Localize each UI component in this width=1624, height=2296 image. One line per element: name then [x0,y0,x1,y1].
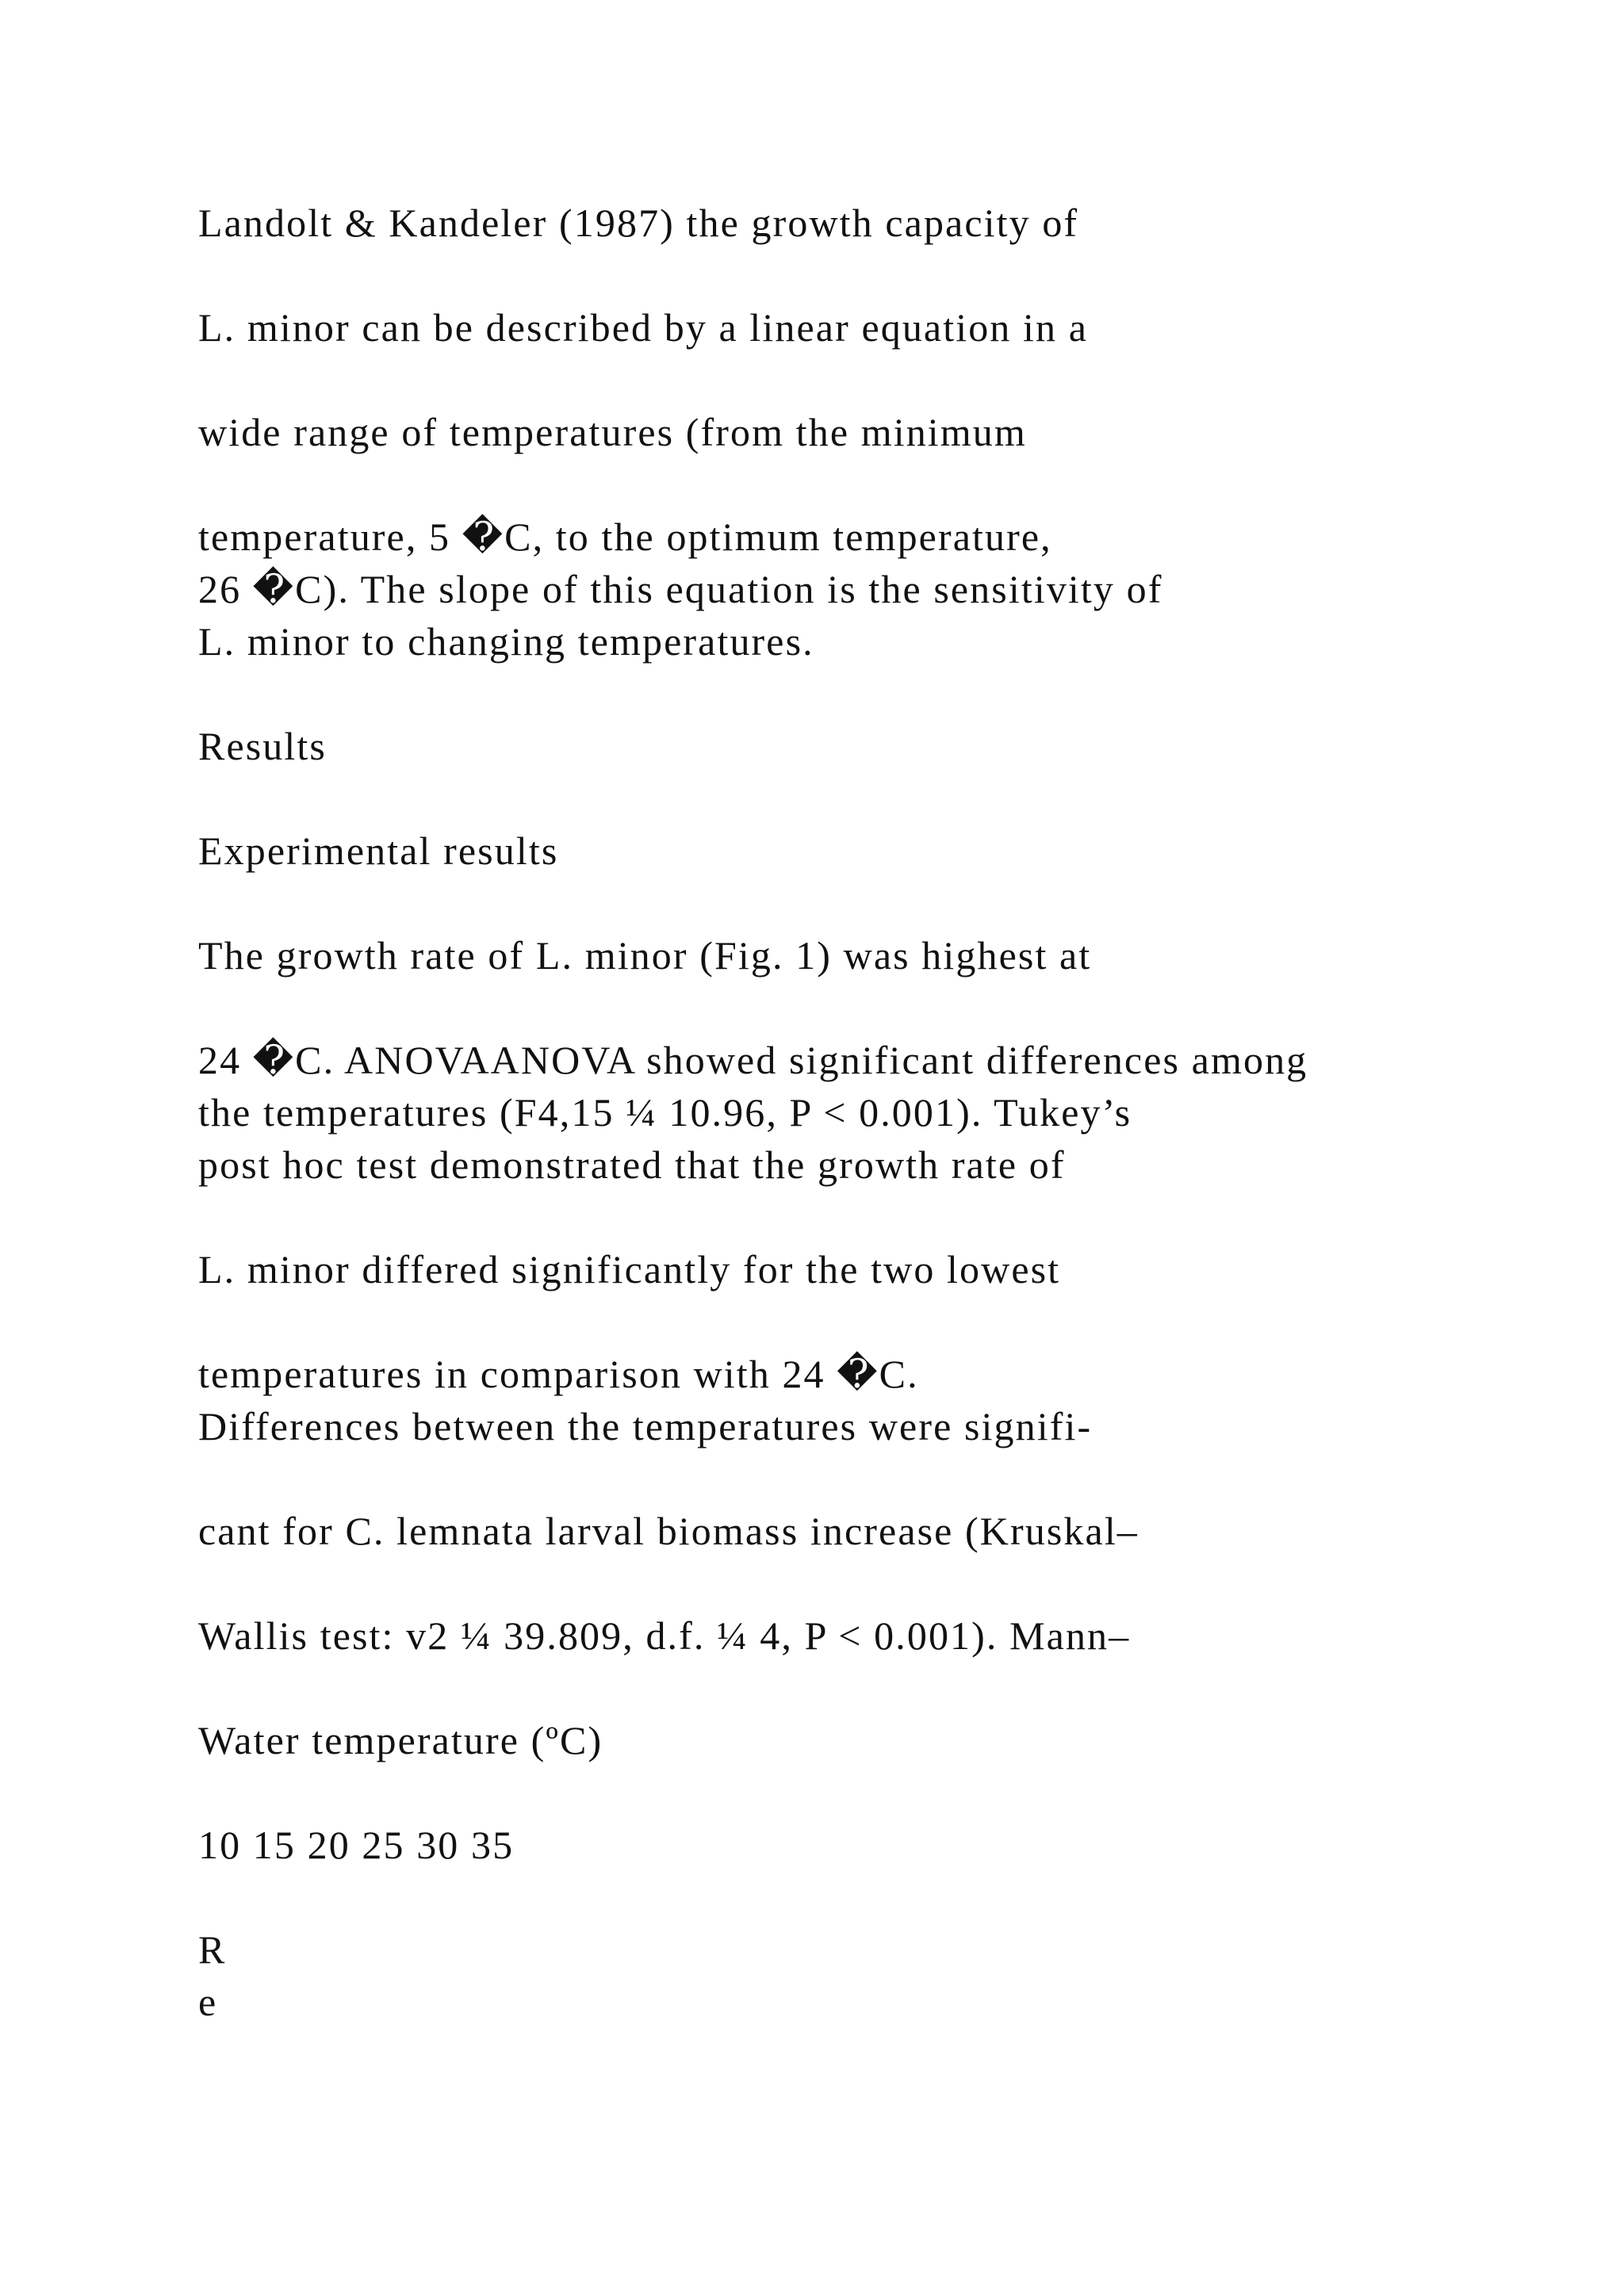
figure-fragment-e: e [198,1980,218,2024]
figure-fragment-r: R [198,1927,227,1972]
figure-axis-ticks: 10 15 20 25 30 35 [198,1823,515,1867]
text-line-results-4: post hoc test demonstrated that the growth rate of [198,1142,1066,1187]
text-line-intro-2: L. minor can be described by a linear equation in a [198,305,1088,350]
text-line-results-8: cant for C. lemnata larval biomass increase (Kruskal– [198,1509,1139,1553]
text-line-intro-4: temperature, 5 �C, to the optimum temperature, [198,515,1052,559]
section-heading-results: Results [198,724,327,768]
text-line-results-3: the temperatures (F4,15 ¼ 10.96, P < 0.001). Tukey’s [198,1090,1132,1135]
text-line-results-6: temperatures in comparison with 24 �C. [198,1352,919,1396]
text-line-intro-6: L. minor to changing temperatures. [198,619,814,664]
text-line-intro-1: Landolt & Kandeler (1987) the growth capacity of [198,201,1079,245]
text-line-intro-3: wide range of temperatures (from the minimum [198,410,1027,454]
text-line-intro-5: 26 �C). The slope of this equation is the sensitivity of [198,567,1163,611]
text-line-results-9: Wallis test: v2 ¼ 39.809, d.f. ¼ 4, P < 0.001). Mann– [198,1613,1131,1658]
text-line-results-5: L. minor differed significantly for the two lowest [198,1247,1061,1292]
figure-axis-label: Water temperature (ºC) [198,1718,603,1762]
text-line-results-2: 24 �C. ANOVAANOVA showed significant differences among [198,1038,1308,1082]
subsection-heading-experimental-results: Experimental results [198,828,559,873]
text-line-results-7: Differences between the temperatures were signifi- [198,1404,1093,1448]
text-line-results-1: The growth rate of L. minor (Fig. 1) was highest at [198,933,1092,978]
